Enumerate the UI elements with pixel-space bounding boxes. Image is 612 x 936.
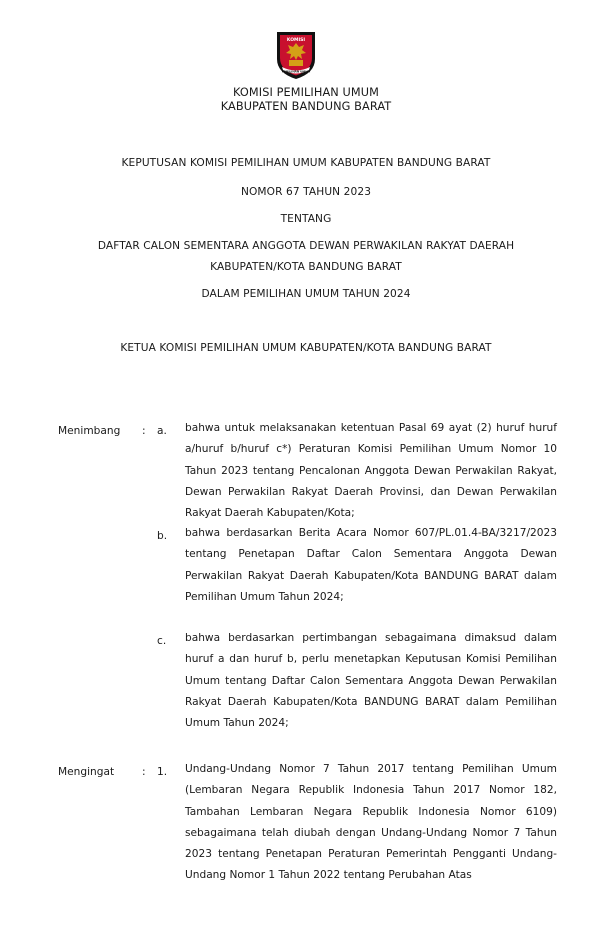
mengingat-item-1: Undang-Undang Nomor 7 Tahun 2017 tentang Pemilihan Umum (Lembaran Negara Republik Indonesia Tahun 2017 Nomor 182, Tambahan Lembaran Negara Republik Indonesia Nomor 6109) sebagaimana telah diubah dengan Undang-Undang Nomor 7 Tahun 2023 tentang Penetapan Peraturan Pemerintah Pengganti Undang-Undang Nomor 1 Tahun 2022 tentang Perubahan Atas <box>185 763 557 882</box>
menimbang-marker-c: c. <box>157 635 167 647</box>
decree-number: NOMOR 67 TAHUN 2023 <box>240 186 372 198</box>
decree-subject-line2: KABUPATEN/KOTA BANDUNG BARAT <box>210 261 402 273</box>
menimbang-item-a: bahwa untuk melaksanakan ketentuan Pasal 69 ayat (2) huruf huruf a/huruf b/huruf c*) Peraturan Komisi Pemilihan Umum Nomor 10 Tahun 2023 tentang Pencalonan Anggota Dewan Perwakilan Rakyat, Dewan Perwakilan Rakyat Daerah Provinsi, dan Dewan Perwakilan Rakyat Daerah Kabupaten/Kota; <box>185 422 557 520</box>
svg-text:PEMILIHAN UMUM: PEMILIHAN UMUM <box>281 69 311 74</box>
menimbang-item-c: bahwa berdasarkan pertimbangan sebagaimana dimaksud dalam huruf a dan huruf b, perlu menetapkan Keputusan Komisi Pemilihan Umum tentang Daftar Calon Sementara Anggota Dewan Perwakilan Rakyat Daerah Kabupaten/Kota BANDUNG BARAT dalam Pemilihan Umum Tahun 2024; <box>185 632 557 730</box>
org-name-line2: KABUPATEN BANDUNG BARAT <box>220 100 392 113</box>
decree-subject-line1: DAFTAR CALON SEMENTARA ANGGOTA DEWAN PERWAKILAN RAKYAT DAERAH <box>97 240 515 252</box>
menimbang-label: Menimbang <box>58 425 121 437</box>
org-name-line1: KOMISI PEMILIHAN UMUM <box>233 86 379 99</box>
svg-text:KOMISI: KOMISI <box>286 38 306 43</box>
menimbang-marker-a: a. <box>157 425 167 437</box>
kpu-logo <box>273 29 319 81</box>
mengingat-marker-1: 1. <box>157 766 168 778</box>
mengingat-label: Mengingat <box>58 766 115 778</box>
menimbang-marker-b: b. <box>157 530 168 542</box>
decree-authority: KETUA KOMISI PEMILIHAN UMUM KABUPATEN/KOTA BANDUNG BARAT <box>120 342 492 354</box>
decree-about: TENTANG <box>280 213 332 225</box>
menimbang-colon: : <box>142 425 146 437</box>
menimbang-item-b: bahwa berdasarkan Berita Acara Nomor 607/PL.01.4-BA/3217/2023 tentang Penetapan Daftar Calon Sementara Anggota Dewan Perwakilan Rakyat Daerah Kabupaten/Kota BANDUNG BARAT dalam Pemilihan Umum Tahun 2024; <box>185 527 557 603</box>
decree-title: KEPUTUSAN KOMISI PEMILIHAN UMUM KABUPATEN BANDUNG BARAT <box>121 157 491 169</box>
mengingat-colon: : <box>142 766 146 778</box>
decree-subject-line3: DALAM PEMILIHAN UMUM TAHUN 2024 <box>201 288 411 300</box>
